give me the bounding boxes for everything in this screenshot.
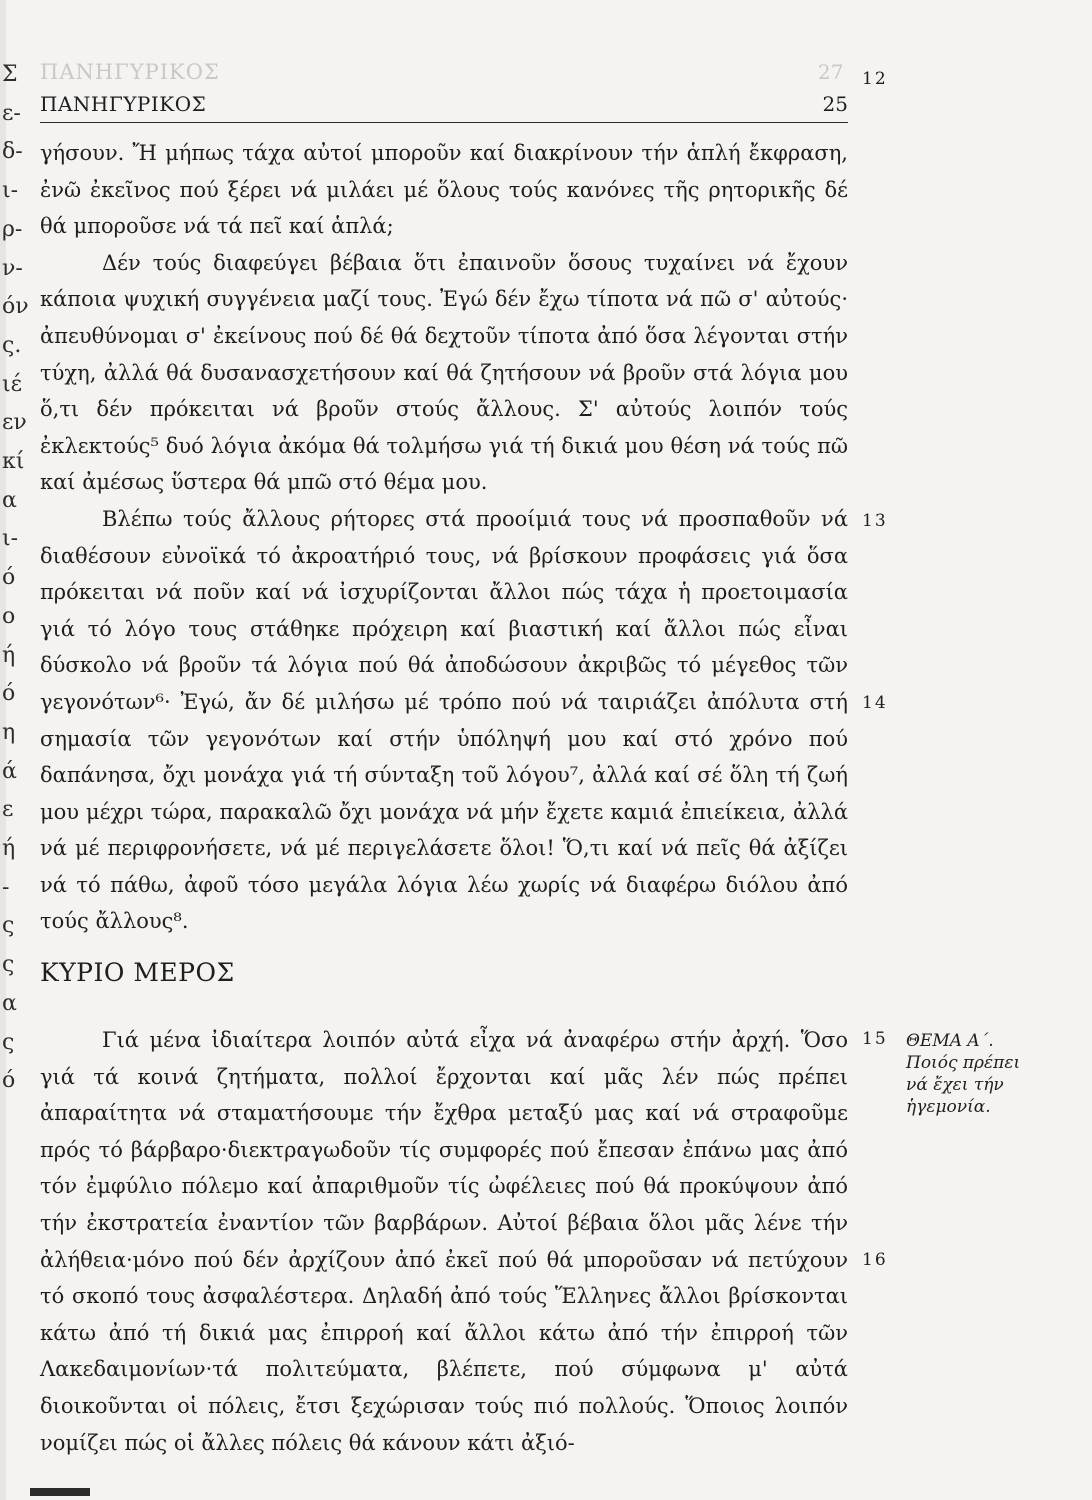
adjacent-page-fragments: [2, 56, 29, 1101]
fragment-line: όν: [2, 294, 29, 320]
margin-note-line: Ποιός πρέπει: [906, 1053, 1021, 1073]
page-number: 25: [822, 92, 848, 116]
bleed-through-running-title: ΠΑΝΗΓΥΡΙΚΟΣ: [40, 60, 220, 84]
margin-section-number: 14: [862, 693, 888, 713]
margin-section-number: 12: [862, 69, 888, 89]
margin-note-title: ΘΕΜΑ Α΄.: [906, 1031, 994, 1051]
margin-note: [906, 1030, 1020, 1118]
section-paragraph: Γιά μένα ἰδιαίτερα λοιπόν αὐτά εἶχα νά ἀναφέρω στήν ἀρχή. Ὅσο γιά τά κοινά ζητήματα, πολλοί ἔρχονται καί μᾶς λέν πώς πρέπει ἀπαραίτητα νά σταματήσουμε τήν ἔχθρα μεταξύ μας καί νά στραφοῦμε πρός τό βάρβαρο·διεκτραγωδοῦν τίς συμφορές πού ἔπεσαν ἐπάνω μας ἀπό τόν ἐμφύλιο πόλεμο καί ἀπαριθμοῦν τίς ὠφέλειες πού θά προκύψουν ἀπό τήν ἐκστρατεία ἐναντίον τῶν βαρβάρων. Αὐτοί βέβαια ὅλοι μᾶς λένε τήν ἀλήθεια·μόνο πού δέν ἀρχίζουν ἀπό ἐκεῖ πού θά μποροῦσαν νά πετύχουν τό σκοπό τους ἀσφαλέστερα. Δηλαδή ἀπό τούς Ἕλληνες ἄλλοι βρίσκονται κάτω ἀπό τή δικιά μας ἐπιρροή καί ἄλλοι κάτω ἀπό τήν ἐπιρροή τῶν Λακεδαιμονίων·τά πολιτεύματα, βλέπετε, πού σύμφωνα μ' αὐτά διοικοῦνται οἱ πόλεις, ἔτσι ξεχώρισαν τούς πιό πολλούς. Ὅποιος λοιπόν νομίζει πώς οἱ ἄλλες πόλεις θά κάνουν κάτι ἀξιό-: [40, 1028, 848, 1455]
fragment-line: ε: [2, 797, 14, 823]
fragment-line: ιέ: [2, 371, 23, 397]
fragment-line: ν-: [2, 255, 23, 281]
fragment-line: ι-: [2, 526, 19, 552]
fragment-line: Σ: [2, 62, 18, 87]
paragraph-2: Δέν τούς διαφεύγει βέβαια ὅτι ἐπαινοῦν ὅσους τυχαίνει νά ἔχουν κάποια ψυχική συγγένεια μαζί τους. Ἐγώ δέν ἔχω τίποτα νά πῶ σ' αὐτούς· ἀπευθύνομαι σ' ἐκείνους πού δέ θά δεχτοῦν τίποτα ἀπό ὅσα λέγονται στήν τύχη, ἀλλά θά δυσανασχετήσουν καί θά ζητήσουν νά βροῦν στά λόγια μου ὅ,τι δέν πρόκειται νά βροῦν στούς ἄλλους. Σ' αὐτούς λοιπόν τούς ἐκλεκτούς⁵ δυό λόγια ἀκόμα θά τολμήσω γιά τή δικιά μου θέση νά τούς πῶ καί ἀμέσως ὕστερα θά μπῶ στό θέμα μου.: [40, 250, 848, 495]
fragment-line: ή: [2, 836, 16, 862]
fragment-line: ς: [2, 913, 15, 939]
fragment-line: -: [2, 874, 10, 900]
section-heading: ΚΥΡΙΟ ΜΕΡΟΣ: [40, 958, 235, 987]
fragment-line: η: [2, 719, 16, 745]
fragment-line: ς: [2, 952, 15, 978]
scan-edge-mark: [30, 1488, 90, 1496]
fragment-line: ς.: [2, 332, 22, 358]
fragment-line: εν: [2, 410, 27, 436]
margin-note-line: ἡγεμονία.: [906, 1097, 991, 1117]
margin-section-number: 15: [862, 1029, 888, 1049]
paragraph-3: Βλέπω τούς ἄλλους ρήτορες στά προοίμιά τους νά προσπαθοῦν νά διαθέσουν εὐνοϊκά τό ἀκροατήριό τους, νά βρίσκουν προφάσεις γιά ὅσα πρόκειται νά ποῦν καί νά ἰσχυρίζονται ἄλλοι πώς τάχα ἡ προετοιμασία γιά τό λόγο τους στάθηκε πρόχειρη καί βιαστική καί ἄλλοι πώς εἶναι δύσκολο νά βροῦν τά λόγια πού θά ἀποδώσουν ἀκριβῶς τό μέγεθος τῶν γεγονότων⁶· Ἐγώ, ἄν δέ μιλήσω μέ τρόπο πού νά ταιριάζει ἀπόλυτα στή σημασία τῶν γεγονότων καί στήν ὑπόληψή μου καί στό χρόνο πού δαπάνησα, ὄχι μονάχα γιά τή σύνταξη τοῦ λόγου⁷, ἀλλά καί σέ ὅλη τή ζωή μου μέχρι τώρα, παρακαλῶ ὄχι μονάχα νά μήν ἔχετε καμιά ἐπιείκεια, ἀλλά νά μέ περιφρονήσετε, νά μέ περιγελάσετε ὅλοι! Ὅ,τι καί νά πεῖς θά ἀξίζει νά τό πάθω, ἀφοῦ τόσο μεγάλα λόγια λέω χωρίς νά διαφέρω διόλου ἀπό τούς ἄλλους⁸.: [40, 506, 848, 934]
fragment-line: ό: [2, 1068, 16, 1094]
fragment-line: ή: [2, 642, 16, 668]
fragment-line: ε-: [2, 100, 21, 126]
page-header: [40, 92, 848, 123]
margin-note-line: νά ἔχει τήν: [906, 1075, 1004, 1095]
fragment-line: ο: [2, 603, 16, 629]
fragment-line: ό: [2, 681, 16, 707]
margin-section-number: 16: [862, 1250, 888, 1270]
fragment-line: ς: [2, 1029, 15, 1055]
fragment-line: ρ-: [2, 216, 23, 242]
bleed-through-page-number: 27: [818, 60, 844, 84]
fragment-line: α: [2, 487, 17, 513]
fragment-line: ι-: [2, 178, 19, 204]
margin-section-number: 13: [862, 511, 888, 531]
paragraph-1: γήσουν. Ἤ μήπως τάχα αὐτοί μποροῦν καί διακρίνουν τήν ἁπλή ἔκφραση, ἐνῶ ἐκεῖνος πού ξέρει νά μιλάει μέ ὅλους τούς κανόνες τῆς ρητορικῆς δέ θά μποροῦσε νά τά πεῖ καί ἁπλά;: [40, 141, 848, 239]
fragment-line: κί: [2, 449, 25, 475]
fragment-line: δ-: [2, 139, 23, 165]
main-text: [40, 135, 848, 940]
running-title: ΠΑΝΗΓΥΡΙΚΟΣ: [40, 92, 207, 116]
fragment-line: ό: [2, 565, 16, 591]
fragment-line: ά: [2, 758, 17, 784]
fragment-line: α: [2, 990, 17, 1016]
